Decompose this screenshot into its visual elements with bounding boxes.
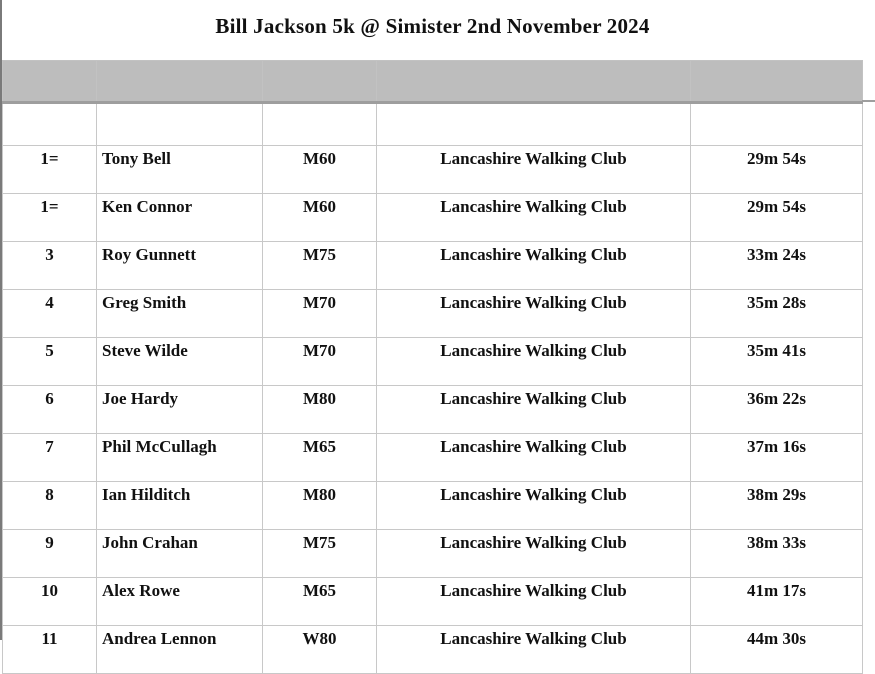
category-cell: M80 [263, 482, 377, 530]
name-cell: Joe Hardy [97, 386, 263, 434]
category-cell: W80 [263, 626, 377, 674]
header-cell [691, 61, 863, 103]
table-row [3, 194, 863, 242]
position-cell: 7 [3, 434, 97, 482]
empty-cell [691, 103, 863, 146]
position-cell: 9 [3, 530, 97, 578]
table-header-row [3, 61, 863, 103]
category-cell: M60 [263, 194, 377, 242]
category-cell: M75 [263, 242, 377, 290]
results-sheet [2, 60, 863, 674]
club-cell: Lancashire Walking Club [377, 194, 691, 242]
header-cell [263, 61, 377, 103]
category-cell: M65 [263, 434, 377, 482]
name-cell: Tony Bell [97, 146, 263, 194]
club-cell: Lancashire Walking Club [377, 434, 691, 482]
table-row [3, 530, 863, 578]
position-cell: 1= [3, 146, 97, 194]
time-cell: 33m 24s [691, 242, 863, 290]
table-row [3, 626, 863, 674]
category-cell: M60 [263, 146, 377, 194]
name-cell: Alex Rowe [97, 578, 263, 626]
name-cell: Phil McCullagh [97, 434, 263, 482]
category-cell: M80 [263, 386, 377, 434]
position-cell: 3 [3, 242, 97, 290]
table-row [3, 242, 863, 290]
position-cell: 6 [3, 386, 97, 434]
table-row [3, 290, 863, 338]
name-cell: Roy Gunnett [97, 242, 263, 290]
time-cell: 44m 30s [691, 626, 863, 674]
position-cell: 1= [3, 194, 97, 242]
time-cell: 38m 33s [691, 530, 863, 578]
table-row [3, 146, 863, 194]
time-cell: 35m 41s [691, 338, 863, 386]
position-cell: 5 [3, 338, 97, 386]
position-cell: 10 [3, 578, 97, 626]
club-cell: Lancashire Walking Club [377, 386, 691, 434]
category-cell: M70 [263, 290, 377, 338]
position-cell: 11 [3, 626, 97, 674]
time-cell: 41m 17s [691, 578, 863, 626]
category-cell: M75 [263, 530, 377, 578]
time-cell: 35m 28s [691, 290, 863, 338]
club-cell: Lancashire Walking Club [377, 290, 691, 338]
header-rule-extension [862, 100, 875, 102]
empty-cell [97, 103, 263, 146]
table-row [3, 386, 863, 434]
time-cell: 36m 22s [691, 386, 863, 434]
results-table [2, 60, 863, 674]
header-cell [3, 61, 97, 103]
page-title: Bill Jackson 5k @ Simister 2nd November 2024 [215, 14, 650, 38]
club-cell: Lancashire Walking Club [377, 242, 691, 290]
category-cell: M65 [263, 578, 377, 626]
club-cell: Lancashire Walking Club [377, 626, 691, 674]
name-cell: Steve Wilde [97, 338, 263, 386]
table-row [3, 578, 863, 626]
name-cell: John Crahan [97, 530, 263, 578]
empty-cell [3, 103, 97, 146]
club-cell: Lancashire Walking Club [377, 146, 691, 194]
empty-cell [377, 103, 691, 146]
table-row [3, 434, 863, 482]
header-cell [97, 61, 263, 103]
position-cell: 8 [3, 482, 97, 530]
empty-cell [263, 103, 377, 146]
name-cell: Andrea Lennon [97, 626, 263, 674]
time-cell: 38m 29s [691, 482, 863, 530]
table-row [3, 338, 863, 386]
club-cell: Lancashire Walking Club [377, 338, 691, 386]
name-cell: Greg Smith [97, 290, 263, 338]
header-cell [377, 61, 691, 103]
table-row [3, 482, 863, 530]
category-cell: M70 [263, 338, 377, 386]
name-cell: Ian Hilditch [97, 482, 263, 530]
time-cell: 37m 16s [691, 434, 863, 482]
time-cell: 29m 54s [691, 194, 863, 242]
club-cell: Lancashire Walking Club [377, 482, 691, 530]
name-cell: Ken Connor [97, 194, 263, 242]
position-cell: 4 [3, 290, 97, 338]
time-cell: 29m 54s [691, 146, 863, 194]
club-cell: Lancashire Walking Club [377, 530, 691, 578]
spacer-row [3, 103, 863, 146]
club-cell: Lancashire Walking Club [377, 578, 691, 626]
